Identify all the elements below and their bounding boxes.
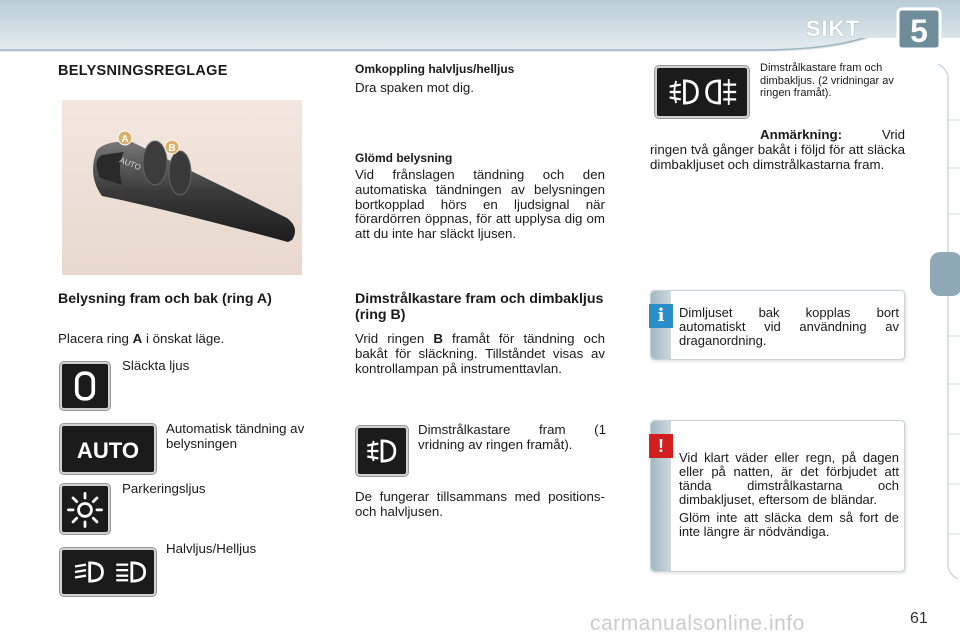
- remark: [650, 128, 905, 176]
- combined-text-paragraph: De fungerar tillsammans med positions- och halvljusen.: [355, 489, 605, 519]
- parking-light-icon: [60, 484, 110, 534]
- section-title: BELYSNINGSREGLAGE: [58, 63, 228, 79]
- mode-auto-label: Automatisk tändning av belysningen: [166, 421, 305, 451]
- ring-b-heading: Dimstrålkastare fram och dimbakljus (ring B): [355, 291, 604, 323]
- remark-heading: Anmärkning:: [760, 127, 843, 142]
- chapter-tab-strip: [928, 64, 960, 579]
- mode-off-label: Släckta ljus: [122, 358, 190, 373]
- page-number: 61: [910, 610, 928, 627]
- ring-a-heading: Belysning fram och bak (ring A): [58, 291, 272, 307]
- ring-a-intro-before: Placera ring: [58, 331, 133, 346]
- ring-a-intro-ring: A: [132, 331, 143, 346]
- warning-box-text: [679, 451, 899, 543]
- watermark: carmanualsonline.info: [590, 612, 805, 635]
- chapter-number: 5: [910, 13, 928, 49]
- combined-text: [355, 490, 605, 524]
- photo-label-a: A: [121, 134, 129, 145]
- forgotten-lights-heading: Glömd belysning: [355, 151, 453, 165]
- light-off-icon: [60, 362, 110, 410]
- stalk-auto-text: AUTO: [118, 155, 143, 173]
- mode-beam-label: Halvljus/Helljus: [166, 541, 257, 556]
- info-icon: i: [649, 304, 673, 328]
- info-box: [650, 290, 905, 360]
- warning-text-2: Glöm inte att släcka dem så fort de inte längre är nödvändiga.: [679, 510, 899, 539]
- front-fog-label-text: Dimstrålkastare fram (1 vridning av ringen framåt).: [418, 422, 606, 452]
- chapter-title: SIKT: [805, 16, 860, 41]
- chapter-badge: [894, 6, 944, 52]
- photo-label-b: B: [168, 143, 176, 154]
- ring-b-intro: [355, 332, 605, 380]
- front-fog-icon: [356, 426, 408, 476]
- auto-icon-text: AUTO: [76, 438, 140, 464]
- info-box-text: Dimljuset bak kopplas bort automatiskt vid användning av draganordning.: [679, 305, 899, 348]
- warning-box: [650, 420, 905, 572]
- ring-a-intro: [58, 332, 298, 347]
- switching-heading: Omkoppling halvljus/helljus: [355, 62, 515, 76]
- warning-icon: !: [649, 434, 673, 458]
- ring-b-intro-ring: B: [433, 331, 443, 346]
- light-stalk-photo: [62, 100, 302, 275]
- active-tab: [930, 252, 960, 296]
- switching-text: Dra spaken mot dig.: [355, 80, 474, 95]
- ring-a-intro-after: i önskat läge.: [142, 331, 225, 346]
- ring-b-intro-after: framåt för tändning och bakåt för släckning. Tillståndet visas av kontrollampan på instrumenttavlan.: [355, 331, 605, 376]
- rear-fog-label-text: Dimstrålkastare fram och dimbakljus. (2 vridningar av ringen framåt).: [760, 62, 894, 99]
- auto-icon: [60, 424, 156, 474]
- front-and-rear-fog-icon: [655, 66, 749, 118]
- rear-fog-label: [760, 62, 905, 104]
- remark-text: Vrid ringen två gånger bakåt i följd för att släcka dimbakljuset och dimstrålkastarna fram.: [650, 127, 905, 172]
- low-high-beam-icon: [60, 548, 156, 596]
- forgotten-lights-text: [355, 168, 605, 246]
- forgotten-lights-paragraph: Vid frånslagen tändning och den automatiska tändningen av belysningen bortkopplad hörs en ljudsignal när förardörren öppnas, för att upplysa dig om att du inte har släckt ljusen.: [355, 167, 605, 242]
- warning-text-1: Vid klart väder eller regn, på dagen eller på natten, är det förbjudet att tända dimstrålkastarna och dimbakljuset, eftersom de bländar.: [679, 450, 899, 507]
- mode-parking-label: Parkeringsljus: [122, 481, 206, 496]
- ring-b-intro-before: Vrid ringen: [355, 331, 434, 346]
- front-fog-label: [418, 423, 606, 457]
